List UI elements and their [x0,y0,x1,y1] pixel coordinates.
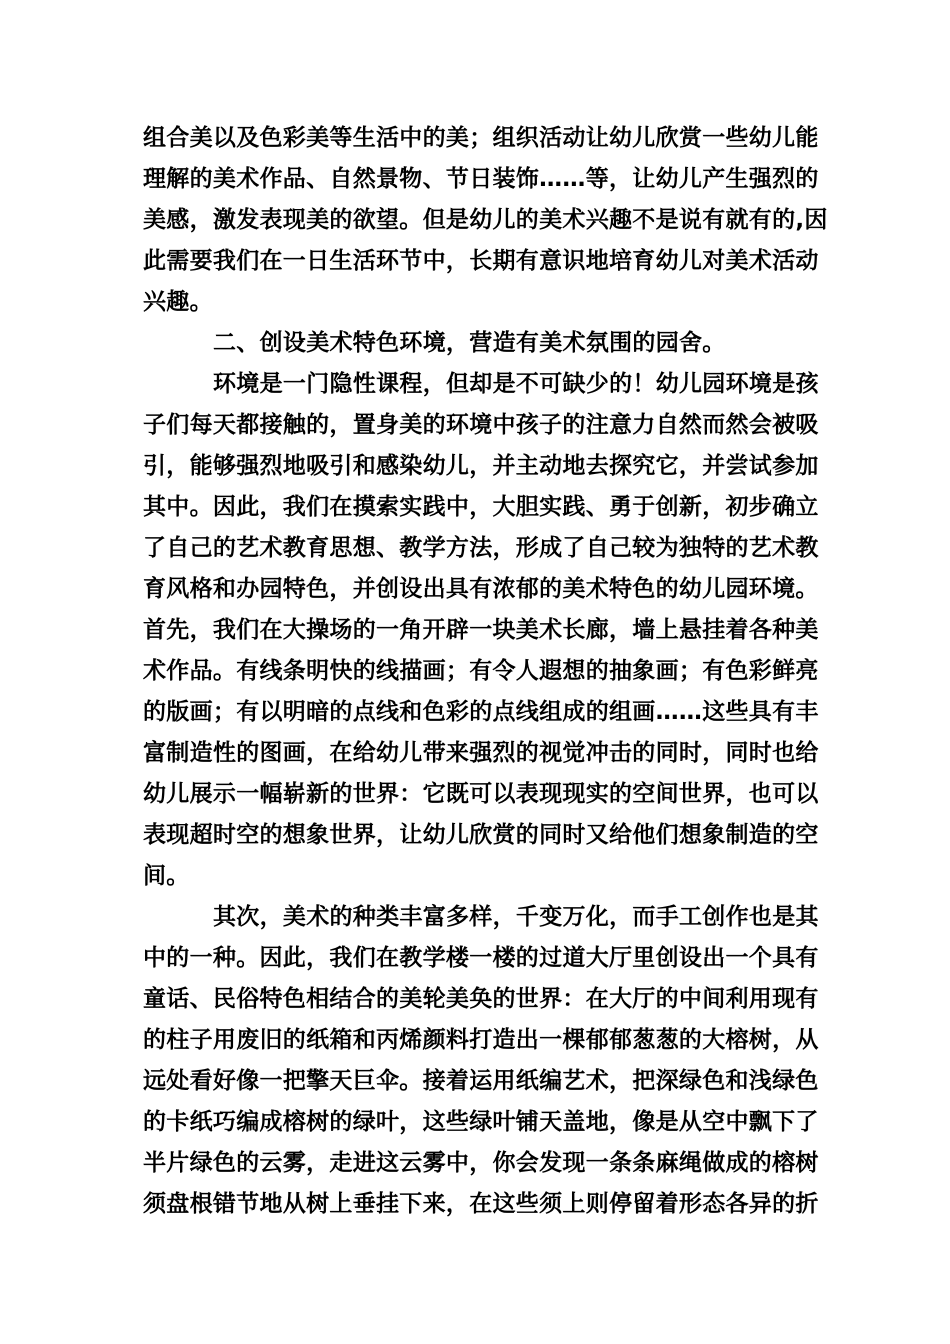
text-line: 间。 [143,863,190,889]
text-line: 远处看好像一把擎天巨伞。接着运用纸编艺术，把深绿色和浅绿色 [143,1068,819,1094]
text-line: 的卡纸巧编成榕树的绿叶，这些绿叶铺天盖地，像是从空中飘下了 [143,1109,819,1135]
text-line: 理解的美术作品、自然景物、节日装饰……等，让幼儿产生强烈的 [143,166,819,192]
text-line: 的版画；有以明暗的点线和色彩的点线组成的组画……这些具有丰 [143,699,819,725]
text-line: 表现超时空的想象世界，让幼儿欣赏的同时又给他们想象制造的空 [143,822,819,848]
text-line: 育风格和办园特色，并创设出具有浓郁的美术特色的幼儿园环境。 [143,576,819,602]
text-line: 子们每天都接触的，置身美的环境中孩子的注意力自然而然会被吸 [143,412,819,438]
text-line: 其次，美术的种类丰富多样，千变万化，而手工创作也是其 [213,904,819,930]
text-line: 组合美以及色彩美等生活中的美；组织活动让幼儿欣赏一些幼儿能 [143,125,819,151]
text-line: 引，能够强烈地吸引和感染幼儿，并主动地去探究它，并尝试参加 [143,453,819,479]
text-line: 了自己的艺术教育思想、教学方法，形成了自己较为独特的艺术教 [143,535,819,561]
text-line: 首先，我们在大操场的一角开辟一块美术长廊，墙上悬挂着各种美 [143,617,819,643]
text-line: 中的一种。因此，我们在教学楼一楼的过道大厅里创设出一个具有 [143,945,819,971]
text-line: 童话、民俗特色相结合的美轮美奂的世界：在大厅的中间利用现有 [143,986,819,1012]
text-line: 兴趣。 [143,289,213,315]
text-line: 须盘根错节地从树上垂挂下来，在这些须上则停留着形态各异的折 [143,1191,819,1217]
text-line: 半片绿色的云雾，走进这云雾中，你会发现一条条麻绳做成的榕树 [143,1150,819,1176]
text-line: 术作品。有线条明快的线描画；有令人遐想的抽象画；有色彩鲜亮 [143,658,819,684]
text-line: 其中。因此，我们在摸索实践中，大胆实践、勇于创新，初步确立 [143,494,819,520]
text-line: 此需要我们在一日生活环节中，长期有意识地培育幼儿对美术活动 [143,248,819,274]
text-line: 富制造性的图画，在给幼儿带来强烈的视觉冲击的同时，同时也给 [143,740,819,766]
section-heading: 二、创设美术特色环境，营造有美术氛围的园舍。 [213,330,726,356]
text-line: 幼儿展示一幅崭新的世界：它既可以表现现实的空间世界，也可以 [143,781,819,807]
text-line: 的柱子用废旧的纸箱和丙烯颜料打造出一棵郁郁葱葱的大榕树，从 [143,1027,819,1053]
text-line: 美感，激发表现美的欲望。但是幼儿的美术兴趣不是说有就有的,因 [143,207,828,233]
text-line: 环境是一门隐性课程，但却是不可缺少的！幼儿园环境是孩 [213,371,819,397]
